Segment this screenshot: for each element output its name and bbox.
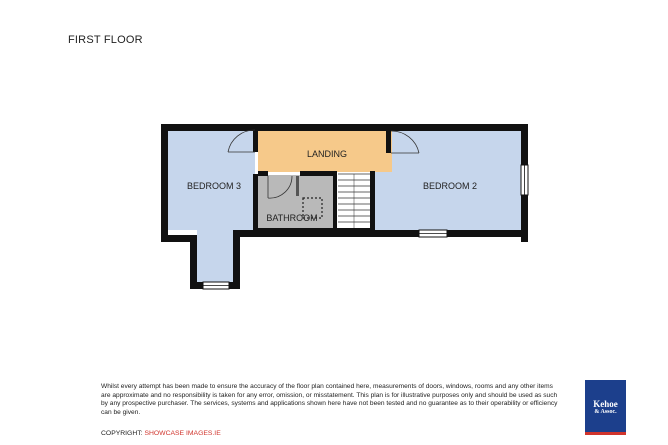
disclaimer-text: Whilst every attempt has been made to ensure the accuracy of the floor plan contained here, measurements of doors, windows, rooms and any other items are approximate and no responsibility is taken for any error, omission, or misstatement. This plan is for illustrative purposes only and should be used as such by any prospective purchaser. The services, systems and applications shown here have not been tested and no guarantee as to their operability or efficiency can be given. [101, 383, 558, 416]
copyright [101, 430, 221, 437]
bedroom2-label: BEDROOM 2 [422, 181, 478, 191]
bedroom3-area [167, 130, 255, 230]
logo-stripe [585, 432, 626, 435]
landing-label: LANDING [306, 149, 348, 159]
bathroom-label: BATHROOM [266, 213, 318, 223]
stair-area [337, 172, 373, 230]
copyright-link[interactable]: SHOWCASE IMAGES.IE [144, 430, 221, 437]
floor-title: FIRST FLOOR [68, 34, 143, 46]
brand-logo [585, 380, 626, 435]
logo-line2: & Assoc. [594, 409, 617, 415]
logo-line1: Kehoe [593, 399, 618, 409]
copyright-label: COPYRIGHT: [101, 430, 143, 437]
bedroom3-extension [197, 228, 233, 282]
bedroom3-label: BEDROOM 3 [186, 181, 242, 191]
bedroom2-area [373, 130, 523, 230]
